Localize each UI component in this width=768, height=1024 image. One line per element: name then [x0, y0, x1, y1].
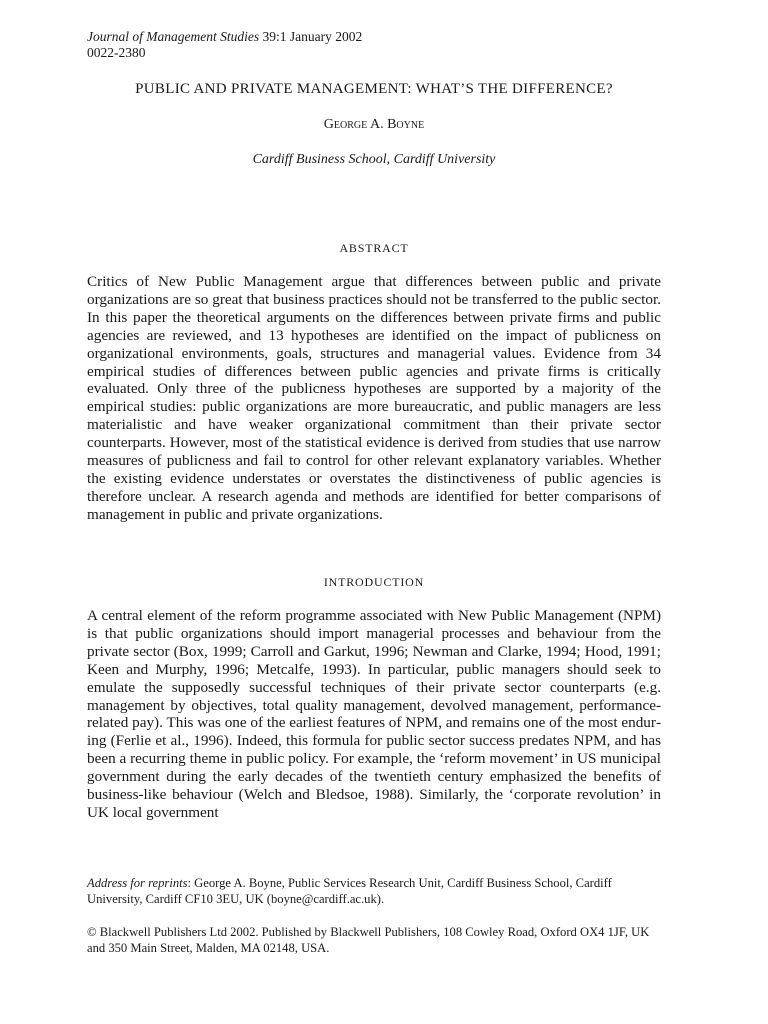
reprint-address-text: : George A. Boyne, Public Services Research Unit, Cardiff Business School, Cardiff University, Cardiff CF10 3EU, UK (boyne@cardiff.ac.uk).	[87, 876, 612, 906]
journal-issn: 0022-2380	[87, 45, 146, 60]
journal-header	[87, 29, 362, 61]
reprint-address-label: Address for reprints	[87, 876, 188, 890]
article-page	[87, 0, 661, 1024]
copyright-notice: © Blackwell Publishers Ltd 2002. Published by Blackwell Publishers, 108 Cowley Road, Oxford OX4 1JF, UK and 350 Main Street, Malden, MA 02148, USA.	[87, 925, 650, 955]
article-author: George A. Boyne	[323, 117, 425, 132]
author-affiliation: Cardiff Business School, Cardiff University	[252, 152, 496, 167]
abstract-text: Critics of New Public Management argue that differences between public and private organizations are so great that business practices should not be transferred to the public sector. In this paper the theoretical arguments on the differences between private firms and public agencies are reviewed, and 13 hypotheses are identified on the impact of publicness on organizational environments, goals, structures and managerial values. Evidence from 34 empirical studies of differences between public agencies and private firms is critically evaluated. Only three of the publicness hypotheses are supported by a majority of the empirical studies: public organizations are more bureaucratic, and public managers are less materialistic and have weaker organizational commitment than their private sector counterparts. However, most of the statistical evidence is derived from studies that use narrow measures of publicness and fail to control for other relevant explanatory variables. Whether the existing evidence understates or overstates the distinctiveness of public agencies is therefore unclear. A research agenda and methods are identified for better comparisons of management in public and private organizations.	[87, 273, 661, 523]
introduction-heading: INTRODUCTION	[323, 575, 425, 589]
introduction-text: A central element of the reform programme associated with New Public Management (NPM) is that public organizations should import managerial processes and behaviour from the private sector (Box, 1999; Carroll and Garkut, 1996; Newman and Clarke, 1994; Hood, 1991; Keen and Murphy, 1996; Metcalfe, 1993). In particular, public managers should seek to emulate the supposedly successful techniques of their private sector counterparts (e.g. management by objectives, total quality management, devolved management, performance-related pay). This was one of the earliest features of NPM, and remains one of the most enduring (Ferlie et al., 1996). Indeed, this formula for public sector success predates NPM, and has been a recurring theme in public policy. For example, the ‘reform movement’ in US municipal government during the early decades of the twentieth century emphasized the benefits of business-like behaviour (Welch and Bledsoe, 1988). Similarly, the ‘corporate revolution’ in UK local government	[87, 607, 661, 821]
reprint-address-footnote	[87, 876, 661, 907]
abstract-heading: ABSTRACT	[339, 241, 409, 255]
journal-name: Journal of Management Studies	[87, 29, 260, 44]
article-title: PUBLIC AND PRIVATE MANAGEMENT: WHAT’S THE DIFFERENCE?	[135, 81, 613, 97]
journal-citation	[87, 29, 362, 45]
journal-issue: 39:1 January 2002	[259, 29, 363, 44]
